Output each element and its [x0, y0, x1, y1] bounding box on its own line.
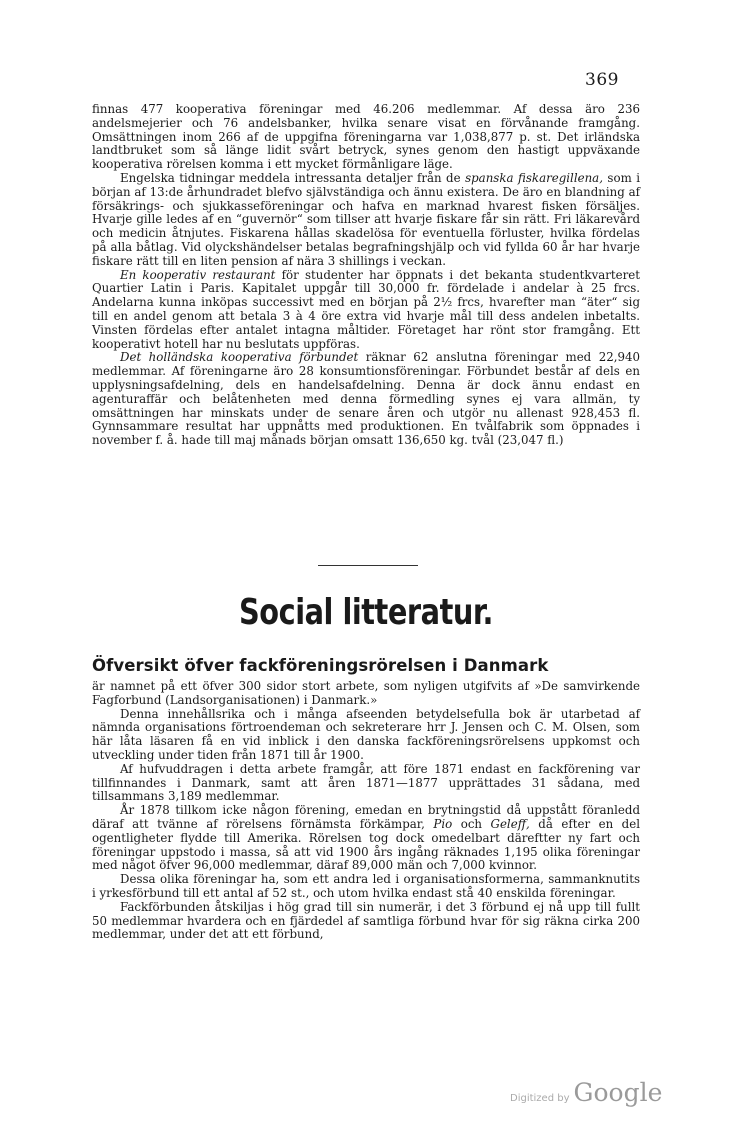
paragraph-dutch-union — [92, 351, 640, 448]
paragraph — [92, 708, 640, 763]
text-segment: finnas 477 kooperativa föreningar med 46.206 medlemmar. Af dessa äro 236 andelsmejerier och 76 andelsbanker, hvilka senare visat en förvånande framgång. Omsättningen inom 266 af de uppgifna föreningarna var 1,038,877 p. st. Det irländska landtbruket som så länge lidit svårt betryck, synes genom den hastigt uppväxande kooperativa rörelsen komma i ett mycket förmånligare läge. — [92, 102, 640, 172]
section-heading: Social litteratur. — [239, 592, 493, 633]
text-segment: då efter en del ogentligheter flydde till Amerika. Rörelsen tog dock omedelbart däreftter ny fart och föreningar uppstodo i massa, så att vid 1900 års ingång räknades 1,195 olika föreningar med något öfver 96,000 medlemmar, däraf 89,000 män och 7,000 kvinnor. — [92, 816, 640, 873]
text-segment: är namnet på ett öfver 300 sidor stort arbete, som nyligen utgifvits af »De samvirkende Fagforbund (Landsorganisationen) i Danmark.» — [92, 679, 640, 707]
paragraph-spanish-fishermen — [92, 172, 640, 269]
text-segment: År 1878 tillkom icke någon förening, emedan en brytningstid då uppstått föranledd däraf att tvänne af rörelsens förnämsta förkämpar, — [92, 803, 640, 831]
top-text-block — [92, 103, 640, 448]
article-text-block — [92, 680, 640, 942]
italic-phrase: spanska fiskaregillena, — [465, 170, 603, 185]
section-separator-rule — [318, 565, 418, 566]
italic-phrase: Det holländska kooperativa förbundet — [120, 350, 359, 365]
italic-phrase: En kooperativ restaurant — [120, 267, 276, 282]
footer-prefix: Digitized by — [510, 1093, 570, 1104]
paragraph — [92, 763, 640, 804]
text-segment: som i början af 13:de århundradet blefvo självständiga och ännu existera. De äro en blandning af försäkrings- och sjukkasseföreningar och hafva en marknad hvarest fisken försäljes. Hvarje gille ledes af en “guvernör“ som tillser att hvarje fiskare får sin rätt. Fri läkarevård och medicin åtnjutes. Fiskarena hållas skadelösa för eventuella förluster, hvilka fördelas på alla båtlag. Vid olyckshändelser betalas begrafningshjälp och vid fyllda 60 år har hvarje fiskare rätt till en liten pension af nära 3 shillings i veckan. — [92, 170, 640, 268]
paragraph — [92, 680, 640, 708]
text-segment: Dessa olika föreningar ha, som ett andra led i organisationsformerna, sammanknutits i yrkesförbund till ett antal af 52 st., och utom hvilka endast stå 40 enskilda föreningar. — [92, 872, 640, 900]
text-segment: Fackförbunden åtskiljas i hög grad till sin numerär, i det 3 förbund ej nå upp till fullt 50 medlemmar hvardera och en fjärdedel af samtliga förbund hvar för sig räkna cirka 200 medlemmar, under det att ett förbund, — [92, 899, 640, 942]
page-number: 369 — [585, 70, 619, 90]
italic-name: Pio — [433, 816, 453, 831]
text-segment: Denna innehållsrika och i många afseenden betydelsefulla bok är utarbetad af nämnda organisations förtroendeman och sekreterare hrr J. Jensen och C. M. Olsen, som här låta läsaren få en vid inblick i den danska fackföreningsrörelsens uppkomst och utveckling under tiden från 1871 till år 1900. — [92, 706, 640, 762]
paragraph-cooperative-restaurant — [92, 269, 640, 352]
italic-name: Geleff, — [490, 816, 530, 831]
paragraph — [92, 873, 640, 901]
digitized-by-google-watermark — [510, 1078, 662, 1107]
paragraph — [92, 804, 640, 873]
paragraph — [92, 901, 640, 942]
paragraph — [92, 103, 640, 172]
text-segment: Engelska tidningar meddela intressanta detaljer från de — [120, 170, 466, 185]
text-segment: Af hufvuddragen i detta arbete framgår, att före 1871 endast en fackförening var tillfinnandes i Danmark, samt att åren 1871—1877 upprättades 31 sådana, med tillsammans 3,189 medlemmar. — [92, 761, 640, 804]
text-segment: och — [452, 816, 491, 831]
text-segment: räknar 62 anslutna föreningar med 22,940 medlemmar. Af föreningarne äro 28 konsumtionsföreningar. Förbundet består af dels en upplysningsafdelning, dels en handelsafdelning. Denna är dock ännu endast en agenturaffär och belåtenheten med denna förmedling synes ej vara allmän, ty omsättningen har minskats under de senare åren och utgör nu allenast 928,453 fl. Gynnsammare resultat har uppnåtts med produktionen. En tvålfabrik som öppnades i november f. å. hade till maj månads början omsatt 136,650 kg. tvål (23,047 fl.) — [92, 350, 640, 448]
text-segment: för studenter har öppnats i det bekanta studentkvarteret Quartier Latin i Paris. Kapitalet uppgår till 30,000 fr. fördelade i andelar à 25 frcs. Andelarna kunna inköpas successivt med en början på 2½ frcs, hvarefter man “äter“ sig till en andel genom att betala 3 à 4 öre extra vid hvarje mål till dess andelen inbetalts. Vinsten fördelas efter antalet intagna måltider. Företaget har rönt stor framgång. Ett kooperativt hotell har nu beslutats uppföras. — [92, 267, 640, 351]
google-logo: Google — [573, 1078, 663, 1107]
article-heading: Öfversikt öfver fackföreningsrörelsen i Danmark — [92, 656, 549, 675]
